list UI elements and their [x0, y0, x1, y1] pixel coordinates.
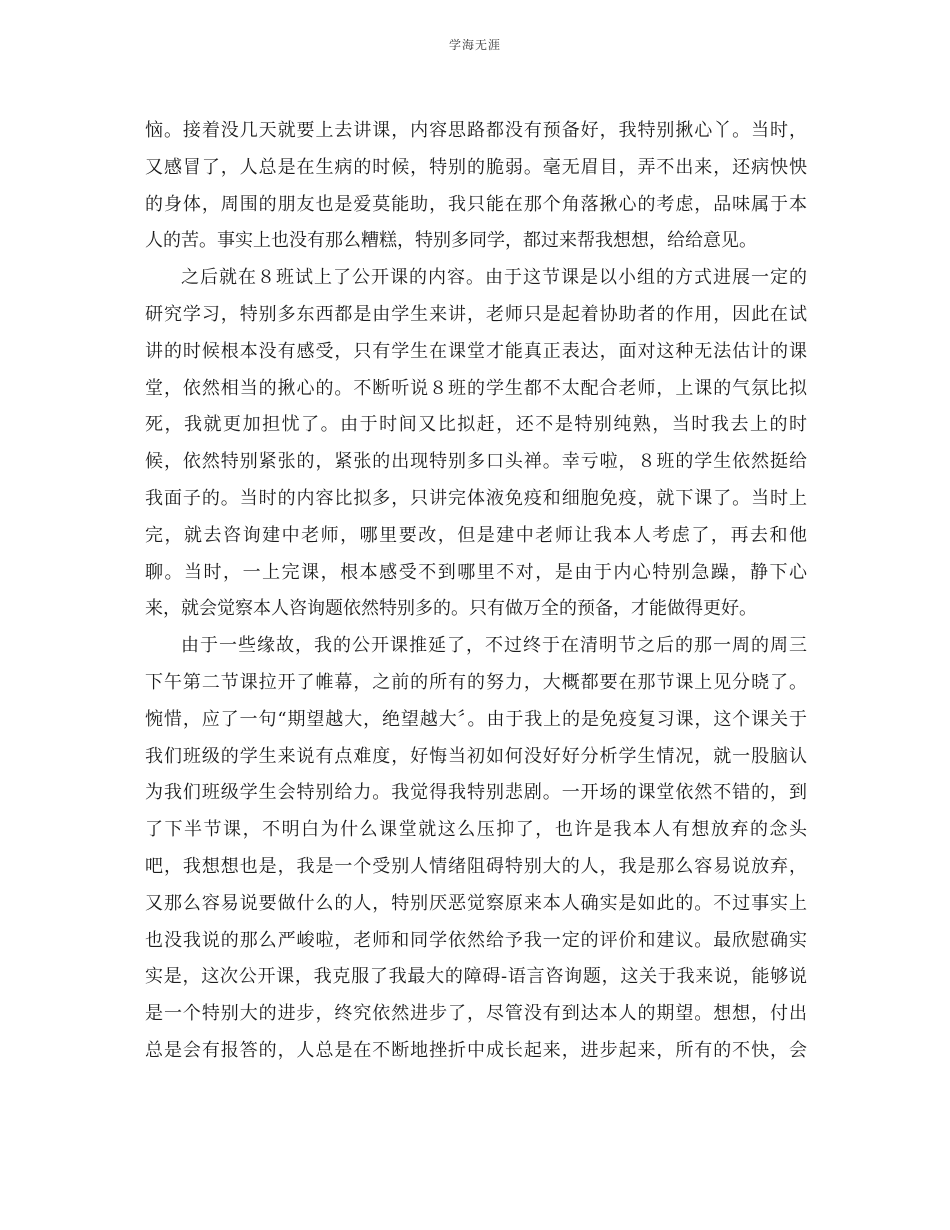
text-line: 了下半节课，不明白为什么课堂就这么压抑了，也许是我本人有想放弃的念头: [145, 819, 807, 841]
text-line: 完，就去咨询建中老师，哪里要改，但是建中老师让我本人考虑了，再去和他: [145, 524, 807, 546]
text-line: 来，就会觉察本人咨询题依然特别多的。只有做万全的预备，才能做得更好。: [145, 598, 757, 620]
paragraph-first-line: 之后就在８班试上了公开课的内容。由于这节课是以小组的方式进展一定的: [181, 267, 807, 289]
text-line: 下午第二节课拉开了帷幕，之前的所有的努力，大概都要在那节课上见分晓了。: [145, 671, 807, 693]
text-line: 讲的时候根本没有感受，只有学生在课堂才能真正表达，面对这种无法估计的课: [145, 340, 807, 362]
text-line: 恼。接着没几天就要上去讲课，内容思路都没有预备好，我特别揪心丫。当时，: [145, 120, 807, 141]
paragraph-first-line: 由于一些缘故，我的公开课推延了，不过终于在清明节之后的那一周的周三: [181, 635, 807, 657]
text-line: 惋惜，应了一句“期望越大，绝望越大〞。由于我上的是免疫复习课，这个课关于: [145, 708, 807, 730]
text-line: 为我们班级学生会特别给力。我觉得我特别悲剧。一开场的课堂依然不错的，到: [145, 782, 807, 804]
page-header: 学海无涯: [448, 38, 501, 52]
text-line: 研究学习，特别多东西都是由学生来讲，老师只是起着协助者的作用，因此在试: [145, 303, 807, 325]
text-line: 吧，我想想也是，我是一个受别人情绪阻碍特别大的人，我是那么容易说放弃，: [145, 855, 807, 877]
text-line: 实是，这次公开课，我克服了我最大的障碍-语言咨询题，这关于我来说，能够说: [145, 966, 807, 988]
text-line: 堂，依然相当的揪心的。不断听说８班的学生都不太配合老师，上课的气氛比拟: [145, 377, 807, 399]
text-line: 也没我说的那么严峻啦，老师和同学依然给予我一定的评价和建议。最欣慰确实: [145, 929, 807, 951]
body-text: [145, 113, 807, 1070]
text-line: 的身体，周围的朋友也是爱莫能助，我只能在那个角落揪心的考虑，品味属于本: [145, 193, 807, 215]
text-line: 是一个特别大的进步，终究依然进步了，尽管没有到达本人的期望。想想，付出: [145, 1003, 807, 1025]
text-line: 候，依然特别紧张的，紧张的出现特别多口头禅。幸亏啦，８班的学生依然挺给: [145, 451, 807, 473]
text-line: 又那么容易说要做什么的人，特别厌恶觉察原来本人确实是如此的。不过事实上: [145, 892, 807, 914]
text-line: 又感冒了，人总是在生病的时候，特别的脆弱。毫无眉目，弄不出来，还病怏怏: [145, 156, 807, 178]
text-line: 总是会有报答的，人总是在不断地挫折中成长起来，进步起来，所有的不快，会: [145, 1039, 807, 1061]
text-line: 我们班级的学生来说有点难度，好悔当初如何没好好分析学生情况，就一股脑认: [145, 745, 807, 767]
text-line: 聊。当时，一上完课，根本感受不到哪里不对，是由于内心特别急躁，静下心: [145, 561, 807, 583]
text-line: 我面子的。当时的内容比拟多，只讲完体液免疫和细胞免疫，就下课了。当时上: [145, 487, 807, 509]
text-line: 死，我就更加担忧了。由于时间又比拟赶，还不是特别纯熟，当时我去上的时: [145, 414, 807, 436]
text-line: 人的苦。事实上也没有那么糟糕，特别多同学，都过来帮我想想，给给意见。: [145, 230, 757, 252]
